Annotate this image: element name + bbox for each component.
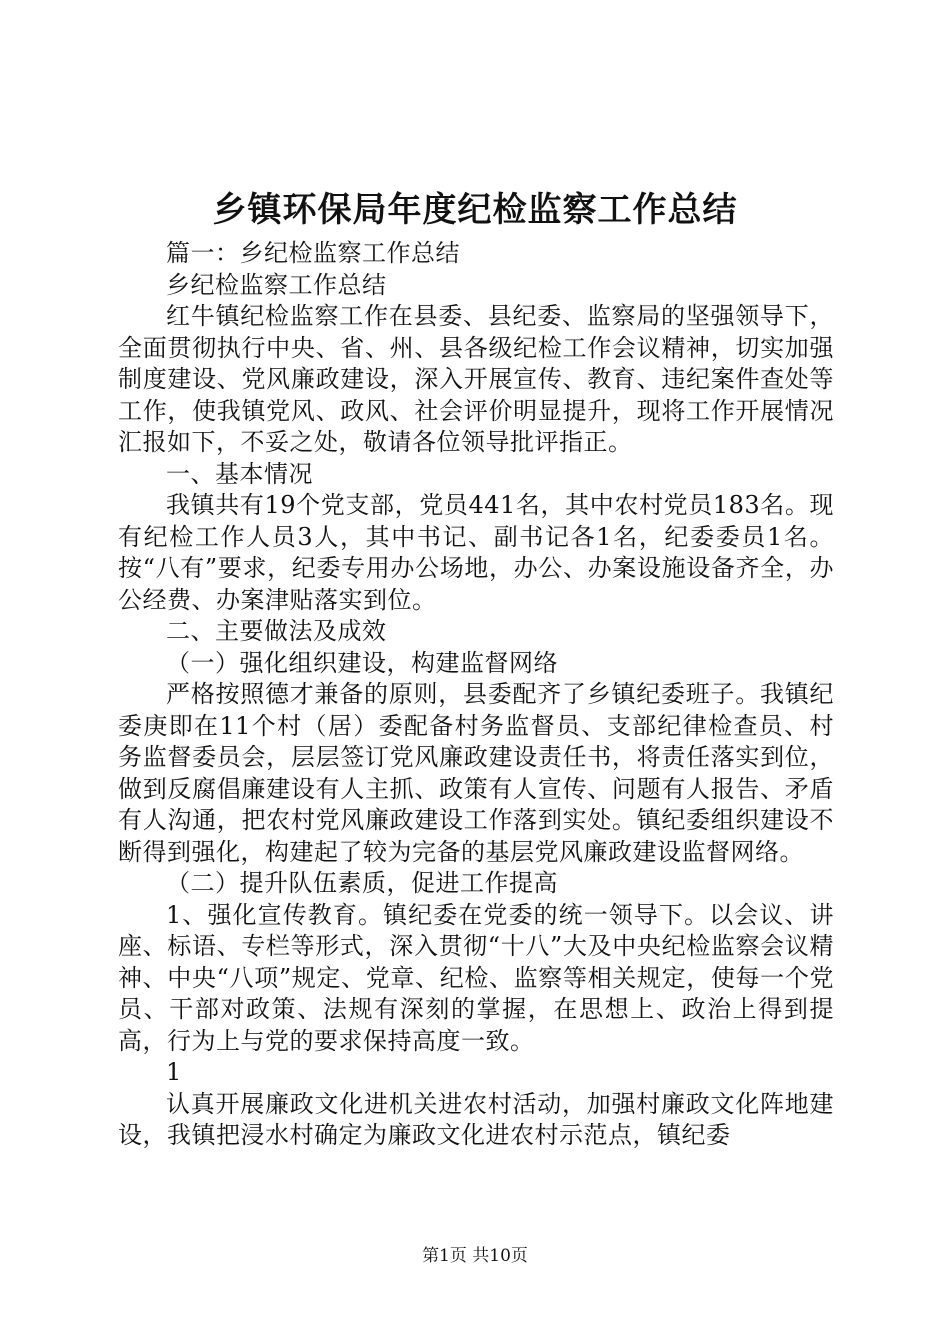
section-heading: 篇一：乡纪检监察工作总结 — [166, 239, 460, 267]
paragraph: 我镇共有19个党支部，党员441名，其中农村党员183名。现有纪检工作人员3人，其中书记、副书记各1名，纪委委员1名。按“八有”要求，纪委专用办公场地，办公、办案设施设备齐全，办公经费、办案津贴落实到位。 — [118, 491, 834, 614]
document-body — [118, 238, 834, 1152]
paragraph: 1、强化宣传教育。镇纪委在党委的统一领导下。以会议、讲座、标语、专栏等形式，深入贯彻“十八”大及中央纪检监察会议精神、中央“八项”规定、党章、纪检、监察等相关规定，使每一个党员、干部对政策、法规有深刻的掌握，在思想上、政治上得到提高，行为上与党的要求保持高度一致。 — [118, 900, 834, 1055]
section-subheading: （一）强化组织建设，构建监督网络 — [166, 648, 558, 677]
paragraph: 红牛镇纪检监察工作在县委、县纪委、监察局的坚强领导下，全面贯彻执行中央、省、州、县各级纪检工作会议精神，切实加强制度建设、党风廉政建设，深入开展宣传、教育、违纪案件查处等工作，使我镇党风、政风、社会评价明显提升，现将工作开展情况汇报如下，不妥之处，敬请各位领导批评指正。 — [118, 302, 834, 456]
document-title: 乡镇环保局年度纪检监察工作总结 — [212, 190, 738, 230]
section-subheading: 乡纪检监察工作总结 — [166, 270, 387, 299]
section-heading: 二、主要做法及成效 — [166, 617, 387, 645]
page-footer: 第1页 共10页 — [422, 1246, 528, 1266]
section-heading: 一、基本情况 — [166, 459, 313, 488]
paragraph: 严格按照德才兼备的原则，县委配齐了乡镇纪委班子。我镇纪委庚即在11个村（居）委配备村务监督员、支部纪律检查员、村务监督委员会，层层签订党风廉政建设责任书，将责任落实到位，做到反腐倡廉建设有人主抓、政策有人宣传、问题有人报告、矛盾有人沟通，把农村党风廉政建设工作落到实处。镇纪委组织建设不断得到强化，构建起了较为完备的基层党风廉政建设监督网络。 — [118, 680, 834, 866]
section-subheading: （二）提升队伍素质，促进工作提高 — [166, 869, 558, 897]
paragraph: 1 — [166, 1058, 182, 1086]
paragraph: 认真开展廉政文化进机关进农村活动，加强村廉政文化阵地建设，我镇把浸水村确定为廉政文化进农村示范点，镇纪委 — [118, 1089, 834, 1149]
